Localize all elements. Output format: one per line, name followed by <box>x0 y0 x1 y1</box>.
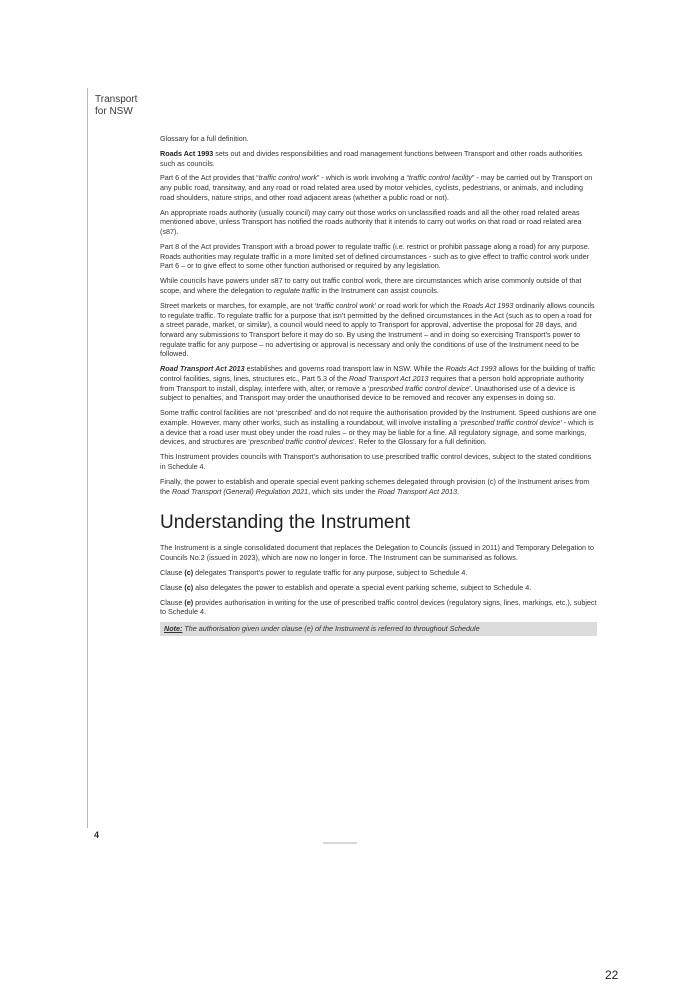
paragraph-council-powers: While councils have powers under s87 to carry out traffic control work, there are circumstances which arise commonly outside of that scope, and where the delegation to regulate traffic in the Instrument can assist councils. <box>160 276 582 296</box>
paragraph-road-transport-act: Road Transport Act 2013 establishes and governs road transport law in NSW. While the Roads Act 1993 allows for the building of traffic control facilities, signs, lines, structures etc., Part 5.3 of the Road Transport Act 2013 requires that a person hold appropriate authority from Transport to install, display, interfere with, alter, or remove a ‘prescribed traffic control device’. Unauthorised use of a device is subject to penalties, and Transport may order the unauthorised device to be removed and recover any expenses in doing so. <box>160 364 596 403</box>
note-text: The authorisation given under clause (e) of the Instrument is referred to throughout Schedule <box>182 624 480 634</box>
org-line-1: Transport <box>95 94 138 105</box>
paragraph-part8: Part 8 of the Act provides Transport with a broad power to regulate traffic (i.e. restrict or prohibit passage along a road) for any purpose. Roads authorities may regulate traffic in a more limited set of defined circumstances - such as to give effect to traffic control work under Part 6 – or to give effect to some other function authorised or required by any legislation. <box>160 242 590 271</box>
footer-mark <box>323 842 357 844</box>
paragraph-street-markets: Street markets or marches, for example, are not ‘traffic control work’ or road work for which the Roads Act 1993 ordinarily allows councils to regulate traffic. To regulate traffic for a purpose that isn’t permitted by the defined circumstances in the Act (such as to open a road for a street parade, market, or similar), a council would need to apply to Transport for approval, advertise the proposal for 28 days, and forward any submissions to Transport before it may do so. By using the Instrument – and in doing so exercising Transport’s power to regulate traffic for any purpose – no advertising or approval is necessary and only the conditions of use of the Instrument need to be followed. <box>160 300 595 359</box>
note-box <box>160 622 597 636</box>
paragraph-clause-e: Clause (e) provides authorisation in writing for the use of prescribed traffic control devices (regulatory signs, lines, markings, etc.), subject to Schedule 4. <box>160 597 597 617</box>
paragraph-instrument-summary: The Instrument is a single consolidated document that replaces the Delegation to Councils (issued in 2011) and Temporary Delegation to Councils No.2 (issued in 2023), which are now no longer in force. The Instrument can be summarised as follows. <box>160 543 595 563</box>
paragraph-clause-c2: Clause (c) also delegates the power to establish and operate a special event parking scheme, subject to Schedule 4. <box>160 582 532 592</box>
paragraph-roads-act: Roads Act 1993 sets out and divides responsibilities and road management functions between Transport and other roads authorities such as councils. <box>160 148 583 168</box>
paragraph-prescribed-devices: Some traffic control facilities are not ‘prescribed’ and do not require the authorisation provided by the Instrument. Speed cushions are one example. However, many other works, such as installing a roundabout, will involve installing a ‘prescribed traffic control device’ - which is a device that a road user must obey under the road rules – or they may be liable for a fine. All regulatory signage, and some markings, devices, and structures are ‘prescribed traffic control devices’. Refer to the Glossary for a full definition. <box>160 408 597 447</box>
paragraph-1: Glossary for a full definition. <box>160 134 249 143</box>
organisation-name <box>95 94 137 118</box>
paragraph-part6: Part 6 of the Act provides that “traffic control work” - which is work involving a “traffic control facility” - may be carried out by Transport on any public road, transitway, and any road or road related area used by motor vehicles, cyclists, pedestrians, or animals, and including road shoulders, nature strips, and other road adjacent areas (whether a public road or not). <box>160 173 593 202</box>
margin-rule <box>87 88 88 828</box>
note-label: Note: <box>164 624 183 634</box>
viewer-page-number: 22 <box>605 968 619 982</box>
page-number: 4 <box>94 830 100 840</box>
paragraph-roads-authority: An appropriate roads authority (usually council) may carry out those works on unclassified roads and all the other road related areas mentioned above, unless Transport has notified the roads authority that it intends to carry out works on that road or road related area (s87). <box>160 207 582 237</box>
body-content <box>160 134 597 636</box>
paragraph-instrument-authorisation: This Instrument provides councils with Transport’s authorisation to use prescribed traffic control devices, subject to the stated conditions in Schedule 4. <box>160 452 592 472</box>
roads-act-title: Roads Act 1993 <box>160 148 214 158</box>
paragraph-parking-schemes: Finally, the power to establish and operate special event parking schemes delegated through provision (c) of the Instrument arises from the Road Transport (General) Regulation 2021, which sits under the Road Transport Act 2013. <box>160 476 590 496</box>
paragraph-clause-c1: Clause (c) delegates Transport’s power to regulate traffic for any purpose, subject to Schedule 4. <box>160 567 468 577</box>
road-transport-act-title: Road Transport Act 2013 <box>160 364 245 374</box>
section-heading: Understanding the Instrument <box>160 512 411 534</box>
org-line-2: for NSW <box>95 106 133 117</box>
